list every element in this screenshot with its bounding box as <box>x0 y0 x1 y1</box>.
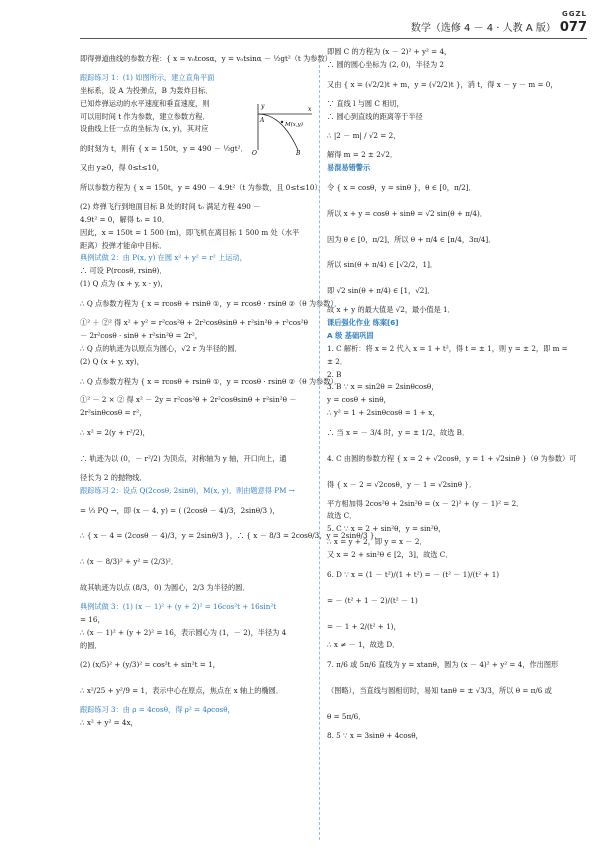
text-line: 设曲线上任一点的坐标为 (x, y)，其对应 <box>80 124 209 134</box>
text-line: 6. D ∵ x = (1 － t²)/(1 + t²) = － (t² － 1)/(t² + 1) <box>327 570 500 580</box>
section-heading: A 级 基础巩固 <box>327 330 374 340</box>
text-line: y = cosθ + sinθ， <box>327 395 391 405</box>
text-line: 所以参数方程为 { x = 150t，y = 490 － 4.9t²（t 为参数，且 0≤t≤10）． <box>80 183 326 193</box>
text-line: 2. B <box>327 369 342 379</box>
text-line: 故其轨迹为以点 (8/3，0) 为圆心，2/3 为半径的圆． <box>80 583 250 592</box>
text-line: ∴ |2 － m| / √2 = 2， <box>327 131 401 141</box>
text-line: 又由 y≥0，得 0≤t≤10， <box>80 163 164 173</box>
text-line: ∴ x² = 2(y + r²/2)， <box>80 428 150 438</box>
text-line: ∴ x²/25 + y²/9 = 1，表示中心在原点，焦点在 x 轴上的椭圆． <box>80 686 284 696</box>
text-line: ∴ (x － 8/3)² + y² = (2/3)²． <box>80 557 179 567</box>
text-line: 所以 sin(θ + π/4) ∈ [√2/2，1]． <box>327 260 438 270</box>
y-axis-label: y <box>261 103 265 110</box>
x-axis-label: x <box>308 106 312 113</box>
text-line: 令 { x = cosθ，y = sinθ }，θ ∈ [0，π/2]． <box>327 183 476 193</box>
text-line: 径长为 2 的抛物线． <box>80 472 147 482</box>
header-title: 数学（选修 4 － 4 · 人教 A 版） <box>410 23 556 34</box>
text-line: (2) Q (x + y, xy)， <box>80 356 144 366</box>
text-line: ∴ { x － 4 = (2cosθ － 4)/3，y = 2sinθ/3 }，∴ { x － 8/3 = 2cosθ/3，y = 2sinθ/3 }， <box>80 531 382 541</box>
trajectory-figure <box>252 100 316 156</box>
text-line: (2) 炸弹飞行到地面目标 B 处的时间 t₀ 满足方程 490 － <box>80 201 261 211</box>
text-line: 1. C 解析：将 x = 2 代入 x = 1 + t²，得 t = ± 1，则 y = ± 2，即 m = <box>327 343 568 353</box>
text-line: 故 x + y 的最大值是 √2，最小值是 1． <box>327 305 455 315</box>
text-line: (1) Q 点为 (x + y, x · y)， <box>80 279 168 289</box>
text-line: ∴ x ≠ － 1，故选 D． <box>327 640 400 650</box>
text-line: 的时刻为 t，则有 { x = 150t，y = 490 － ½gt²． <box>80 144 248 154</box>
page-header <box>411 19 587 35</box>
text-line: 跟踪练习 3：由 ρ = 4cosθ，得 ρ² = 4ρcosθ， <box>80 705 235 715</box>
text-line: θ = 5π/6． <box>327 711 366 721</box>
point-b-label: B <box>296 150 301 157</box>
text-line: 已知炸弹运动的水平速度和垂直速度，则 <box>80 98 210 108</box>
text-line: ①² ＋ ②² 得 x² + y² = r²cos²θ + 2r²cosθsinθ + r²sin²θ + r²cos²θ <box>80 317 308 327</box>
text-line: = ⅓ PQ →，即 (x － 4, y) = ( (2cosθ － 4)/3，2sinθ/3 )， <box>80 505 280 515</box>
text-line: 得 { x － 2 = √2cosθ，y － 1 = √2sinθ }． <box>327 479 477 489</box>
text-line: － 2r²cosθ · sinθ + r²sin²θ = 2r²， <box>80 330 202 340</box>
text-line: 8. 5 ∵ x = 3sinθ + 4cosθ， <box>327 730 423 740</box>
text-line: ∴ Q 点参数方程为 { x = rcosθ + rsinθ ①，y = rcosθ · rsinθ ②（θ 为参数）． <box>80 299 342 309</box>
text-line: （图略），当直线与圆相切时，易知 tanθ = ± √3/3，所以 θ = π/6 或 <box>327 686 552 696</box>
text-line: ①² － 2 × ② 得 x² － 2y = r²cos²θ + 2r²cosθsinθ + r²sin²θ － <box>80 395 297 405</box>
text-line: 解得 m = 2 ± 2√2． <box>327 150 398 160</box>
text-line: 即得弹道曲线的参数方程：{ x = v₀tcosα，y = v₀tsinα － ½gt²（t 为参数） <box>80 54 332 63</box>
header-brand: GGZL <box>561 10 587 18</box>
right-column <box>327 46 589 743</box>
text-line: ∴ 可设 P(rcosθ, rsinθ)． <box>80 266 167 276</box>
text-line: ∴ Q 点的轨迹为以原点为圆心，√2 r 为半径的圆． <box>80 343 242 353</box>
text-line: ∴ 圆心到直线的距离等于半径 <box>327 111 423 121</box>
text-line: ∴ x = y + 2，即 y = x － 2． <box>327 537 427 547</box>
point-m-marker <box>281 121 283 123</box>
text-line: 7. π/6 或 5π/6 直线为 y = xtanθ，圆为 (x － 4)² + y² = 4，作出图形 <box>327 660 559 670</box>
text-line: 平方相加得 2cos²θ + 2sin²θ = (x － 2)² + (y － 1)² = 2． <box>327 498 524 508</box>
text-line: ∴ 圆的圆心坐标为 (2, 0)，半径为 2 <box>327 59 445 69</box>
text-line: 典例试做 3：(1) (x － 1)² + (y + 2)² = 16cos²t + 16sin²t <box>80 601 277 611</box>
text-line: 跟踪练习 1：(1) 如图所示，建立直角平面 <box>80 72 215 82</box>
text-line: 又由 { x = (√2/2)t + m，y = (√2/2)t }，消 t，得 x － y － m = 0， <box>327 79 558 89</box>
text-line: (2) (x/5)² + (y/3)² = cos²t + sin²t = 1， <box>80 660 220 670</box>
text-line: 故选 C． <box>327 511 357 521</box>
point-a-label: A <box>260 117 265 124</box>
text-line: 3. B ∵ x = sin2θ = 2sinθcosθ， <box>327 382 439 392</box>
text-line: 典例试做 2：由 P(x, y) 在圆 x² + y² = r² 上运动， <box>80 253 247 263</box>
text-line: ∴ Q 点参数方程为 { x = rcosθ + rsinθ ①，y = rcosθ · rsinθ ②（θ 为参数）． <box>80 376 342 386</box>
text-line: = 16， <box>80 614 105 624</box>
text-line: ± 2． <box>327 356 348 366</box>
text-line: 即 √2 sin(θ + π/4) ∈ [1，√2]． <box>327 286 435 296</box>
origin-label: O <box>252 150 257 157</box>
text-line: 即圆 C 的方程为 (x － 2)² + y² = 4， <box>327 47 452 56</box>
text-line: ∴ 轨迹为以 (0，－ r²/2) 为顶点，对称轴为 y 轴，开口向上，通 <box>80 454 287 463</box>
text-line: ∴ 当 x = － 3/4 时，y = ± 1/2，故选 B． <box>327 428 470 438</box>
text-line: 的圆． <box>80 640 102 650</box>
text-line: 因为 θ ∈ [0，π/2]，所以 θ + π/4 ∈ [π/4，3π/4]． <box>327 234 496 244</box>
text-line: 因此，x = 150t = 1 500 (m)，即飞机在离目标 1 500 m 处（水平 <box>80 227 300 237</box>
text-line: 5. C ∵ x = 2 + sin²θ，y = sin²θ， <box>327 524 446 534</box>
text-line: ∴ (x － 1)² + (y + 2)² = 16，表示圆心为 (1，－ 2)，半径为 4 <box>80 627 287 637</box>
text-line: 可以用时间 t 作为参数，建立参数方程． <box>80 111 210 121</box>
text-line: ∵ 直线 l 与圆 C 相切， <box>327 98 404 108</box>
text-line: 又 x = 2 + sin²θ ∈ [2，3]，故选 C． <box>327 550 453 560</box>
point-m-label: M(x,y) <box>285 122 303 128</box>
header-rule <box>80 38 587 39</box>
section-heading: 易混易错警示 <box>327 163 371 173</box>
text-line: 2r²sinθcosθ = r²， <box>80 408 147 418</box>
text-line: = － 1 + 2/(t² + 1)， <box>327 621 401 631</box>
text-line: ∴ y² = 1 + 2sinθcosθ = 1 + x， <box>327 408 440 418</box>
text-line: 4.9t² = 0，解得 t₀ = 10． <box>80 214 169 224</box>
text-line: 坐标系，设 A 为投弹点，B 为轰炸目标． <box>80 85 213 95</box>
text-line: 所以 x + y = cosθ + sinθ = √2 sin(θ + π/4)． <box>327 208 487 218</box>
text-line: 4. C 由圆的参数方程 { x = 2 + √2cosθ，y = 1 + √2sinθ }（θ 为参数）可 <box>327 453 577 463</box>
text-line: = － (t² + 1 － 2)/(t² － 1) <box>327 595 418 605</box>
text-line: 跟踪练习 2：设点 Q(2cosθ, 2sinθ)，M(x, y)，则由题意得 PM → <box>80 485 295 495</box>
section-heading: 课后强化作业 练案[6] <box>327 317 399 327</box>
text-line: 距离）投弹才能命中目标． <box>80 240 167 250</box>
page-number: 077 <box>559 20 587 35</box>
column-divider <box>319 60 320 840</box>
text-line: ∴ x² + y² = 4x， <box>80 717 138 727</box>
